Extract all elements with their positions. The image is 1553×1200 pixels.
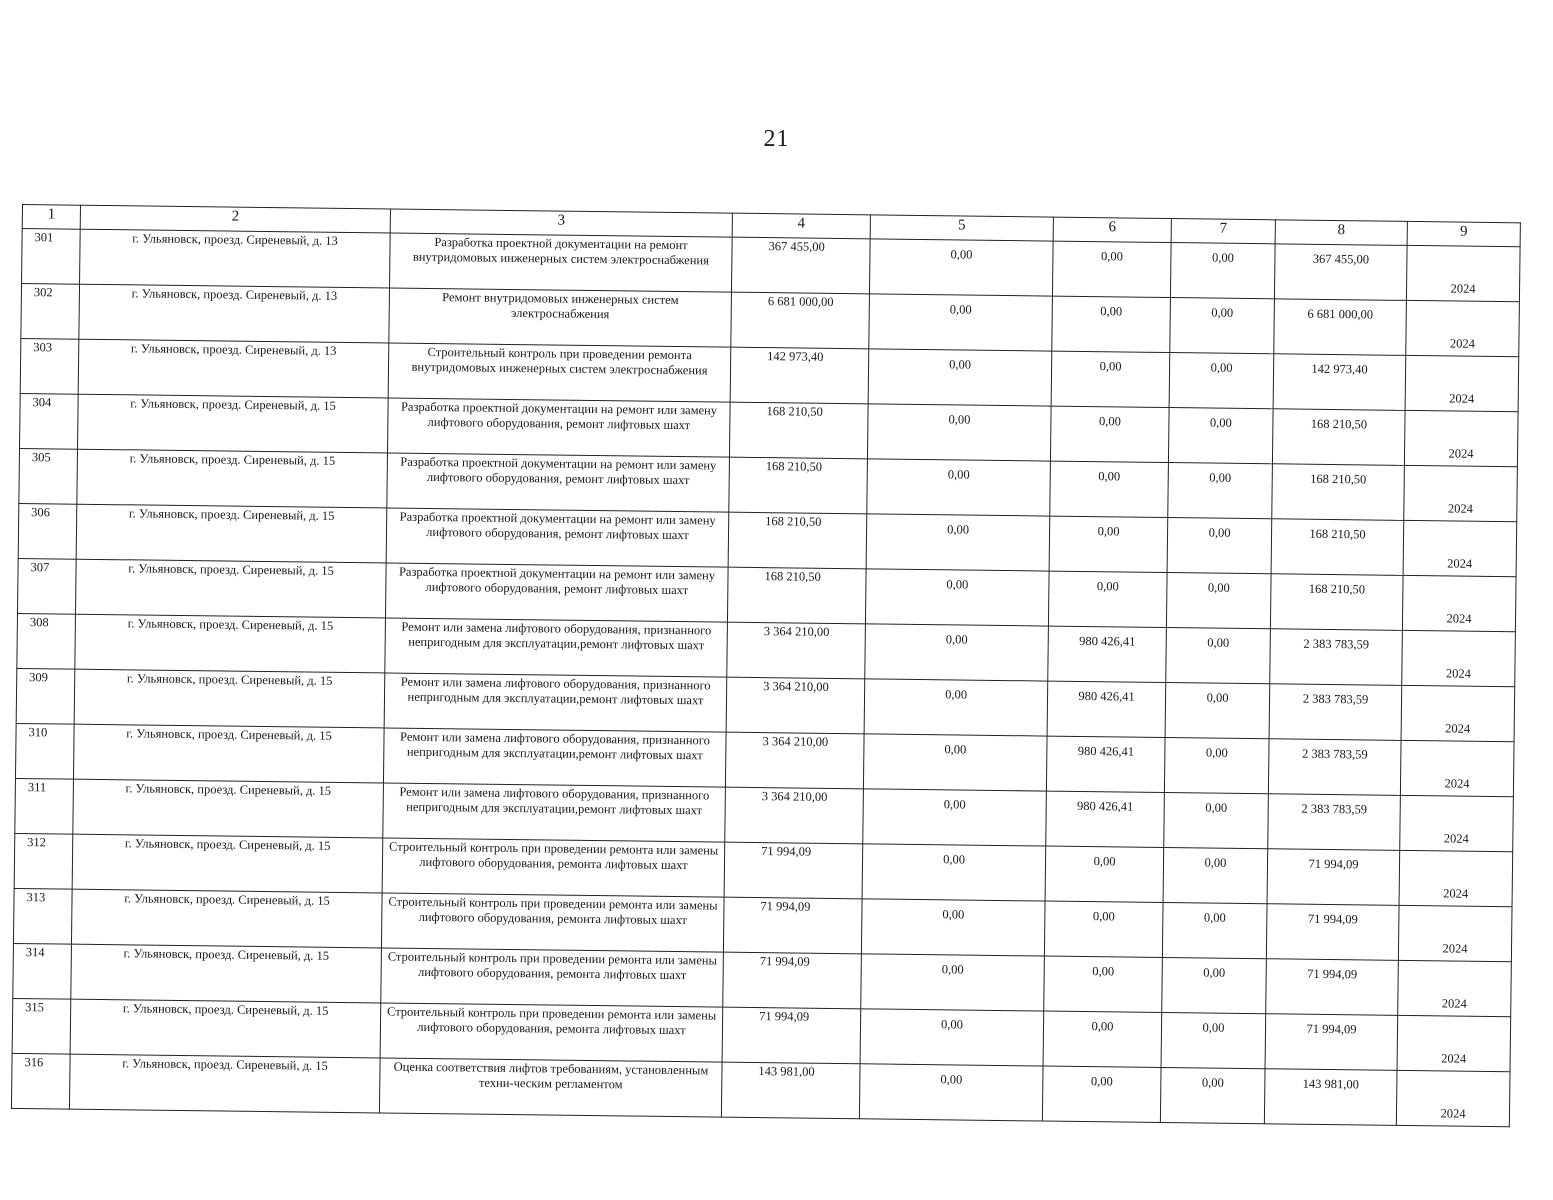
column-5-cell-value: 0,00 — [949, 357, 972, 372]
total-cost-cell: 168 210,50 — [727, 567, 866, 624]
column-8-cell-value: 2 383 783,59 — [1302, 691, 1369, 707]
column-6-cell-value: 0,00 — [1093, 854, 1116, 869]
total-cost-cell: 3 364 210,00 — [727, 622, 866, 679]
column-7-cell — [1162, 957, 1267, 1013]
page-number: 21 — [763, 126, 790, 152]
column-8-cell-value: 2 383 783,59 — [1301, 746, 1368, 762]
column-6-cell — [1050, 461, 1169, 517]
column-6-cell-value: 0,00 — [1099, 359, 1122, 374]
column-8-cell — [1271, 519, 1404, 576]
column-7-cell — [1169, 353, 1274, 409]
column-5-cell — [865, 569, 1049, 626]
column-7-cell-value: 0,00 — [1210, 360, 1233, 375]
row-number: 301 — [22, 229, 81, 285]
work-description-cell: Ремонт или замена лифтового оборудования, признанного непригодным для эксплуатации,ремонт лифтовых шахт — [384, 673, 727, 732]
column-8-cell — [1268, 739, 1401, 796]
row-number: 311 — [15, 778, 74, 834]
work-description-cell: Ремонт или замена лифтового оборудования, признанного непригодным для эксплуатации,ремонт лифтовых шахт — [383, 728, 726, 787]
column-header: 7 — [1171, 219, 1275, 244]
column-6-cell-value: 980 426,41 — [1079, 633, 1136, 649]
column-header: 8 — [1275, 220, 1407, 246]
column-7-cell-value: 0,00 — [1209, 470, 1232, 485]
row-number: 310 — [15, 723, 74, 779]
column-5-cell-value: 0,00 — [948, 412, 971, 427]
column-7-cell — [1167, 518, 1272, 574]
column-header: 5 — [870, 215, 1053, 241]
address-cell: г. Ульяновск, проезд. Сиреневый, д. 15 — [75, 559, 386, 618]
address-cell: г. Ульяновск, проезд. Сиреневый, д. 15 — [71, 944, 382, 1003]
column-6-cell-value: 0,00 — [1091, 1019, 1114, 1034]
column-6-cell-value: 0,00 — [1096, 579, 1119, 594]
total-cost-cell: 3 364 210,00 — [725, 732, 864, 789]
address-cell: г. Ульяновск, проезд. Сиреневый, д. 15 — [69, 1054, 380, 1113]
column-8-cell-value: 168 210,50 — [1309, 526, 1366, 542]
column-8-cell-value: 143 981,00 — [1302, 1076, 1360, 1092]
column-8-cell-value: 168 210,50 — [1310, 416, 1368, 432]
year-cell: 2024 — [1404, 410, 1518, 466]
total-cost-cell: 142 973,40 — [730, 347, 869, 404]
column-6-cell-value: 0,00 — [1098, 414, 1121, 429]
column-6-cell-value: 0,00 — [1092, 964, 1115, 979]
year-cell: 2024 — [1399, 850, 1513, 906]
column-5-cell — [867, 459, 1051, 516]
total-cost-cell: 168 210,50 — [729, 402, 868, 459]
column-7-cell — [1170, 298, 1275, 354]
column-header: 3 — [390, 209, 732, 237]
work-description-cell: Оценка соответствия лифтов требованиям, установленным техни-ческим регламентом — [379, 1058, 722, 1117]
column-7-cell-value: 0,00 — [1207, 580, 1230, 595]
column-8-cell — [1272, 409, 1405, 466]
column-header: 1 — [22, 205, 80, 230]
year-cell: 2024 — [1404, 465, 1518, 521]
column-7-cell-value: 0,00 — [1203, 910, 1226, 925]
column-6-cell — [1048, 626, 1167, 682]
year-cell: 2024 — [1400, 740, 1514, 796]
column-6-cell — [1050, 406, 1169, 462]
column-8-cell — [1272, 464, 1405, 521]
total-cost-cell: 71 994,09 — [724, 842, 863, 899]
column-7-cell — [1163, 847, 1268, 903]
column-6-cell-value: 0,00 — [1092, 909, 1115, 924]
row-number: 302 — [21, 284, 80, 340]
column-6-cell — [1044, 956, 1163, 1012]
work-description-cell: Разработка проектной документации на ремонт или замену лифтового оборудования, ремонт лифтовых шахт — [386, 508, 729, 567]
column-8-cell — [1268, 794, 1401, 851]
column-5-cell-value: 0,00 — [949, 302, 972, 317]
address-cell: г. Ульяновск, проезд. Сиреневый, д. 15 — [75, 614, 386, 673]
column-7-cell — [1168, 463, 1273, 519]
column-8-cell — [1267, 849, 1400, 906]
column-7-cell-value: 0,00 — [1211, 250, 1234, 265]
address-cell: г. Ульяновск, проезд. Сиреневый, д. 15 — [71, 889, 382, 948]
total-cost-cell: 168 210,50 — [728, 512, 867, 569]
column-6-cell — [1052, 296, 1171, 352]
column-6-cell — [1047, 681, 1166, 737]
column-7-cell-value: 0,00 — [1204, 855, 1227, 870]
address-cell: г. Ульяновск, проезд. Сиреневый, д. 15 — [78, 394, 389, 453]
column-7-cell — [1162, 902, 1267, 958]
total-cost-cell: 71 994,09 — [723, 897, 862, 954]
work-description-cell: Строительный контроль при проведении ремонта или замены лифтового оборудования, ремонта лифтовых шахт — [381, 948, 724, 1007]
works-table — [11, 204, 1521, 1127]
year-cell: 2024 — [1405, 355, 1519, 411]
column-8-cell-value: 2 383 783,59 — [1303, 636, 1370, 652]
column-5-cell — [867, 404, 1051, 461]
row-number: 312 — [14, 833, 73, 889]
column-7-cell — [1166, 628, 1271, 684]
column-7-cell — [1164, 738, 1269, 794]
total-cost-cell: 3 364 210,00 — [725, 787, 864, 844]
address-cell: г. Ульяновск, проезд. Сиреневый, д. 13 — [79, 284, 390, 343]
column-7-cell-value: 0,00 — [1202, 1020, 1225, 1035]
column-5-cell — [869, 294, 1053, 351]
work-description-cell: Разработка проектной документации на ремонт или замену лифтового оборудования, ремонт лифтовых шахт — [387, 453, 730, 512]
column-8-cell — [1273, 354, 1406, 411]
column-8-cell-value: 71 994,09 — [1306, 1021, 1357, 1037]
column-5-cell — [861, 954, 1045, 1011]
column-8-cell-value: 168 210,50 — [1310, 471, 1367, 487]
column-6-cell — [1046, 791, 1165, 847]
column-header: 9 — [1407, 221, 1520, 246]
column-6-cell-value: 0,00 — [1097, 524, 1120, 539]
row-number: 308 — [17, 613, 76, 669]
column-6-cell-value: 0,00 — [1098, 469, 1121, 484]
address-cell: г. Ульяновск, проезд. Сиреневый, д. 13 — [80, 229, 391, 288]
column-8-cell-value: 71 994,09 — [1308, 856, 1359, 872]
column-5-cell — [864, 679, 1048, 736]
column-6-cell — [1046, 736, 1165, 792]
column-7-cell — [1161, 1012, 1266, 1068]
row-number: 316 — [11, 1053, 70, 1109]
column-6-cell — [1042, 1066, 1161, 1122]
column-7-cell — [1170, 243, 1275, 299]
column-8-cell — [1264, 1069, 1397, 1126]
column-8-cell — [1266, 959, 1399, 1016]
column-6-cell-value: 0,00 — [1090, 1074, 1113, 1089]
column-5-cell-value: 0,00 — [950, 247, 973, 262]
column-8-cell — [1265, 1014, 1398, 1071]
total-cost-cell: 6 681 000,00 — [731, 292, 870, 349]
column-5-cell — [859, 1064, 1043, 1121]
column-5-cell-value: 0,00 — [943, 797, 966, 812]
column-8-cell-value: 142 973,40 — [1311, 361, 1368, 377]
address-cell: г. Ульяновск, проезд. Сиреневый, д. 15 — [76, 504, 387, 563]
row-number: 305 — [19, 448, 78, 504]
address-cell: г. Ульяновск, проезд. Сиреневый, д. 15 — [73, 779, 384, 838]
column-6-cell-value: 980 426,41 — [1078, 688, 1135, 704]
column-7-cell-value: 0,00 — [1211, 305, 1234, 320]
year-cell: 2024 — [1406, 245, 1520, 301]
column-5-cell-value: 0,00 — [945, 687, 968, 702]
column-8-cell — [1274, 299, 1407, 356]
work-description-cell: Строительный контроль при проведении ремонта или замены лифтового оборудования, ремонта лифтовых шахт — [382, 838, 725, 897]
address-cell: г. Ульяновск, проезд. Сиреневый, д. 15 — [72, 834, 383, 893]
column-header: 6 — [1053, 217, 1171, 242]
column-8-cell-value: 71 994,09 — [1307, 966, 1358, 982]
column-7-cell — [1166, 573, 1271, 629]
column-8-cell — [1266, 904, 1399, 961]
column-7-cell-value: 0,00 — [1207, 635, 1230, 650]
year-cell: 2024 — [1398, 960, 1512, 1016]
row-number: 314 — [13, 943, 72, 999]
column-6-cell-value: 980 426,41 — [1077, 743, 1135, 759]
column-5-cell — [869, 239, 1053, 296]
table-body — [11, 205, 1520, 1127]
address-cell: г. Ульяновск, проезд. Сиреневый, д. 15 — [73, 724, 384, 783]
row-number: 313 — [13, 888, 72, 944]
total-cost-cell: 71 994,09 — [723, 952, 862, 1009]
total-cost-cell: 143 981,00 — [721, 1062, 860, 1119]
column-5-cell-value: 0,00 — [940, 1072, 963, 1087]
row-number: 306 — [18, 503, 77, 559]
column-5-cell — [863, 734, 1047, 791]
column-7-cell-value: 0,00 — [1208, 525, 1231, 540]
column-7-cell-value: 0,00 — [1205, 800, 1228, 815]
column-8-cell-value: 168 210,50 — [1308, 581, 1366, 597]
column-8-cell — [1269, 684, 1402, 741]
column-7-cell-value: 0,00 — [1209, 415, 1232, 430]
column-8-cell-value: 367 455,00 — [1312, 251, 1370, 267]
column-5-cell-value: 0,00 — [944, 742, 967, 757]
column-5-cell-value: 0,00 — [945, 632, 968, 647]
total-cost-cell: 367 455,00 — [731, 237, 870, 294]
address-cell: г. Ульяновск, проезд. Сиреневый, д. 15 — [77, 449, 388, 508]
year-cell: 2024 — [1401, 685, 1515, 741]
total-cost-cell: 71 994,09 — [722, 1007, 861, 1064]
column-6-cell-value: 0,00 — [1100, 304, 1123, 319]
year-cell: 2024 — [1402, 575, 1516, 631]
column-7-cell — [1165, 683, 1270, 739]
address-cell: г. Ульяновск, проезд. Сиреневый, д. 13 — [78, 339, 389, 398]
column-6-cell — [1049, 516, 1168, 572]
column-5-cell-value: 0,00 — [947, 522, 970, 537]
column-header: 4 — [732, 213, 870, 239]
column-5-cell-value: 0,00 — [946, 577, 969, 592]
row-number: 307 — [17, 558, 76, 614]
works-table-container — [11, 204, 1520, 1127]
column-7-cell — [1168, 408, 1273, 464]
column-6-cell — [1043, 1011, 1162, 1067]
column-8-cell-value: 71 994,09 — [1307, 911, 1358, 927]
column-7-cell-value: 0,00 — [1201, 1075, 1224, 1090]
column-7-cell-value: 0,00 — [1205, 745, 1228, 760]
column-7-cell-value: 0,00 — [1203, 965, 1226, 980]
work-description-cell: Ремонт или замена лифтового оборудования, признанного непригодным для эксплуатации,ремонт лифтовых шахт — [383, 783, 726, 842]
year-cell: 2024 — [1406, 300, 1520, 356]
year-cell: 2024 — [1398, 905, 1512, 961]
work-description-cell: Разработка проектной документации на ремонт или замену лифтового оборудования, ремонт лифтовых шахт — [387, 398, 730, 457]
column-6-cell — [1045, 846, 1164, 902]
column-8-cell-value: 2 383 783,59 — [1301, 801, 1368, 817]
work-description-cell: Ремонт или замена лифтового оборудования, признанного непригодным для эксплуатации,ремонт лифтовых шахт — [385, 618, 728, 677]
column-5-cell — [861, 899, 1045, 956]
column-5-cell — [862, 844, 1046, 901]
total-cost-cell: 3 364 210,00 — [726, 677, 865, 734]
total-cost-cell: 168 210,50 — [729, 457, 868, 514]
column-5-cell — [865, 624, 1049, 681]
year-cell: 2024 — [1403, 520, 1517, 576]
row-number: 304 — [20, 393, 79, 449]
column-5-cell-value: 0,00 — [942, 907, 965, 922]
column-5-cell-value: 0,00 — [941, 1017, 964, 1032]
column-6-cell-value: 980 426,41 — [1077, 798, 1134, 814]
column-6-cell — [1048, 571, 1167, 627]
work-description-cell: Разработка проектной документации на ремонт внутридомовых инженерных систем электроснабжения — [390, 233, 733, 292]
column-5-cell — [868, 349, 1052, 406]
column-7-cell — [1160, 1067, 1265, 1123]
column-8-cell — [1270, 574, 1403, 631]
row-number: 309 — [16, 668, 75, 724]
column-5-cell — [866, 514, 1050, 571]
year-cell: 2024 — [1402, 630, 1516, 686]
column-7-cell — [1164, 793, 1269, 849]
column-5-cell — [863, 789, 1047, 846]
row-number: 315 — [12, 998, 71, 1054]
column-header: 2 — [80, 205, 390, 233]
year-cell: 2024 — [1397, 1015, 1511, 1071]
address-cell: г. Ульяновск, проезд. Сиреневый, д. 15 — [70, 999, 381, 1058]
column-7-cell-value: 0,00 — [1206, 690, 1229, 705]
work-description-cell: Ремонт внутридомовых инженерных систем электроснабжения — [389, 288, 732, 347]
column-5-cell — [860, 1009, 1044, 1066]
column-6-cell — [1052, 241, 1171, 297]
year-cell: 2024 — [1396, 1070, 1510, 1126]
address-cell: г. Ульяновск, проезд. Сиреневый, д. 15 — [74, 669, 385, 728]
column-6-cell — [1044, 901, 1163, 957]
column-8-cell-value: 6 681 000,00 — [1307, 306, 1374, 322]
row-number: 303 — [20, 338, 79, 394]
work-description-cell: Строительный контроль при проведении ремонта или замены лифтового оборудования, ремонта лифтовых шахт — [380, 1003, 723, 1062]
work-description-cell: Строительный контроль при проведении ремонта или замены лифтового оборудования, ремонта лифтовых шахт — [381, 893, 724, 952]
column-6-cell — [1051, 351, 1170, 407]
column-5-cell-value: 0,00 — [947, 467, 970, 482]
column-5-cell-value: 0,00 — [943, 852, 966, 867]
work-description-cell: Строительный контроль при проведении ремонта внутридомовых инженерных систем электроснабжения — [388, 343, 731, 402]
work-description-cell: Разработка проектной документации на ремонт или замену лифтового оборудования, ремонт лифтовых шахт — [385, 563, 728, 622]
column-5-cell-value: 0,00 — [941, 962, 964, 977]
column-8-cell — [1274, 244, 1407, 301]
column-8-cell — [1270, 629, 1403, 686]
column-6-cell-value: 0,00 — [1100, 249, 1123, 264]
year-cell: 2024 — [1400, 795, 1514, 851]
